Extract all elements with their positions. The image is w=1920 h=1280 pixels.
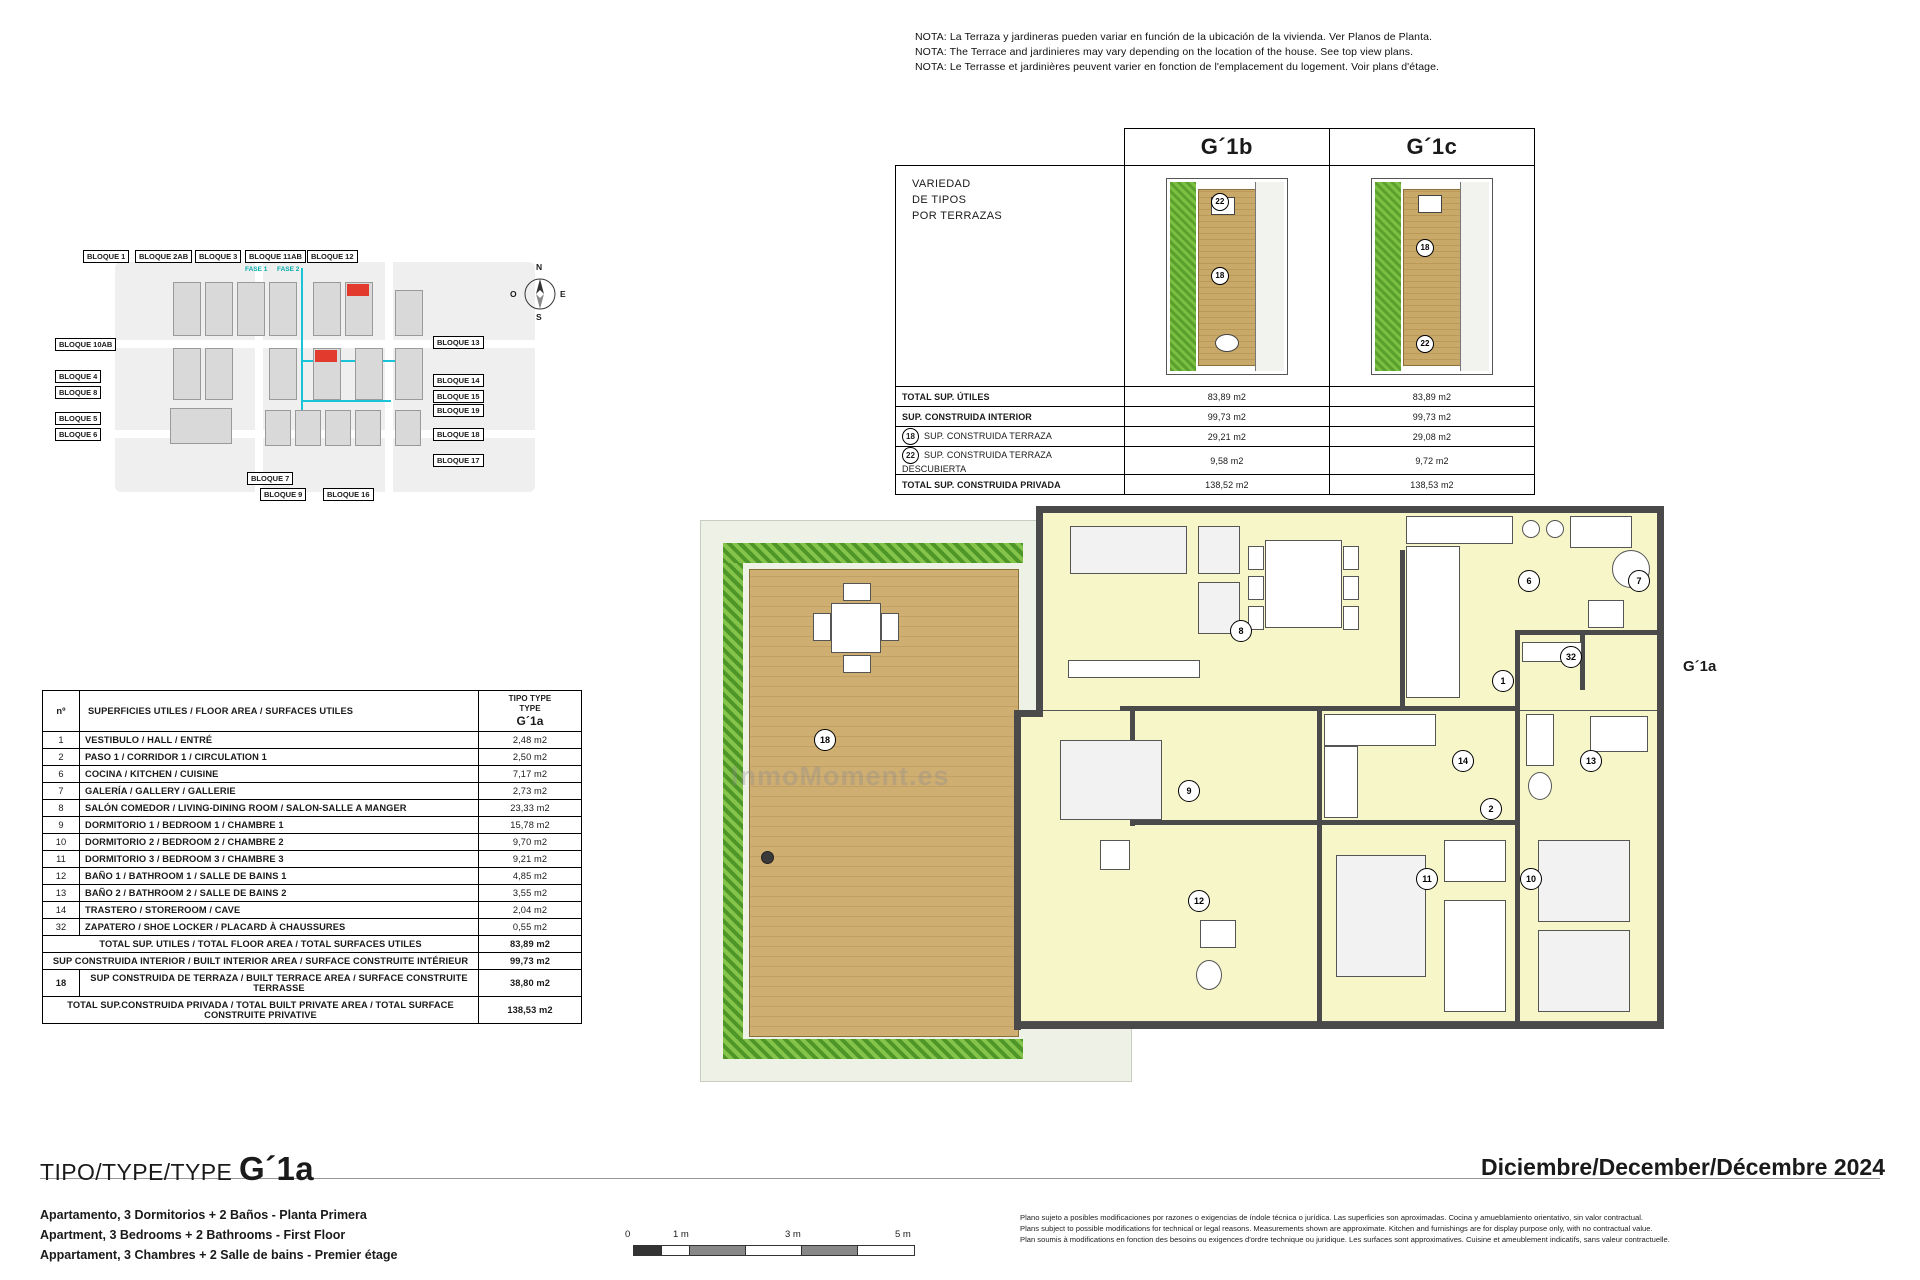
variety-row-value-c: 29,08 m2 bbox=[1329, 427, 1534, 447]
sitemap-label-bloque-8: BLOQUE 8 bbox=[55, 386, 101, 399]
mini-plan-g1c bbox=[1329, 166, 1534, 387]
row-value: 23,33 m2 bbox=[479, 800, 582, 817]
compass-e: E bbox=[560, 289, 566, 299]
row-num: 2 bbox=[43, 749, 80, 766]
mini-marker-22: 22 bbox=[1416, 335, 1434, 353]
row-value: 15,78 m2 bbox=[479, 817, 582, 834]
row-num: 9 bbox=[43, 817, 80, 834]
variety-row-value-c: 9,72 m2 bbox=[1329, 447, 1534, 475]
terrace-post bbox=[761, 851, 774, 864]
mini-garden bbox=[1170, 182, 1196, 371]
variety-row-value-b: 83,89 m2 bbox=[1124, 387, 1329, 407]
row-num: 11 bbox=[43, 851, 80, 868]
variety-row-label: SUP. CONSTRUIDA TERRAZA bbox=[924, 431, 1052, 441]
kitchen-counter bbox=[1406, 516, 1513, 544]
row-label: VESTIBULO / HALL / ENTRÉ bbox=[80, 732, 479, 749]
variety-title-3: POR TERRAZAS bbox=[912, 210, 1003, 222]
variety-row-value-c: 83,89 m2 bbox=[1329, 387, 1534, 407]
hob-burner bbox=[1546, 520, 1564, 538]
closet bbox=[1324, 746, 1358, 818]
washbasin bbox=[1200, 920, 1236, 948]
top-notes bbox=[915, 30, 1615, 75]
variety-col-c: G´1c bbox=[1329, 129, 1534, 166]
row-label: PASO 1 / CORRIDOR 1 / CIRCULATION 1 bbox=[80, 749, 479, 766]
bed-double-2 bbox=[1336, 855, 1426, 977]
terrace-chair bbox=[813, 613, 831, 641]
mini-room bbox=[1460, 182, 1489, 371]
row-value: 2,04 m2 bbox=[479, 902, 582, 919]
table-row bbox=[43, 749, 582, 766]
table-row bbox=[43, 783, 582, 800]
mini-marker-22: 22 bbox=[1211, 193, 1229, 211]
row-label: BAÑO 2 / BATHROOM 2 / SALLE DE BAINS 2 bbox=[80, 885, 479, 902]
sitemap-phase-1: FASE 1 bbox=[245, 266, 268, 273]
total-value: 38,80 m2 bbox=[479, 970, 582, 997]
table-total-row bbox=[43, 970, 582, 997]
sitemap-label-bloque-7: BLOQUE 7 bbox=[247, 472, 293, 485]
marker-8: 8 bbox=[1230, 620, 1252, 642]
legal-es: Plano sujeto a posibles modificaciones por razones o exigencias de índole técnica o jurídica. Las superficies son aproximadas. Cocina y amueblamiento orientativo, sin valor contractual. bbox=[1020, 1213, 1644, 1222]
wall-partition bbox=[1515, 820, 1520, 1022]
variety-row-value-b: 29,21 m2 bbox=[1124, 427, 1329, 447]
row-label: DORMITORIO 2 / BEDROOM 2 / CHAMBRE 2 bbox=[80, 834, 479, 851]
surfaces-header-title: SUPERFICIES UTILES / FLOOR AREA / SURFACES UTILES bbox=[80, 691, 479, 732]
row-num: 8 bbox=[43, 800, 80, 817]
compass-o: O bbox=[510, 289, 517, 299]
terrace-chair bbox=[843, 655, 871, 673]
table-row bbox=[43, 868, 582, 885]
total-label: TOTAL SUP.CONSTRUIDA PRIVADA / TOTAL BUILT PRIVATE AREA / TOTAL SURFACE CONSTRUITE PRIVATIVE bbox=[43, 997, 479, 1024]
terrace-table bbox=[831, 603, 881, 653]
row-label: GALERÍA / GALLERY / GALLERIE bbox=[80, 783, 479, 800]
row-value: 9,70 m2 bbox=[479, 834, 582, 851]
scale-tick-1: 1 m bbox=[673, 1229, 689, 1240]
sitemap-label-bloque-1: BLOQUE 1 bbox=[83, 250, 129, 263]
compass-n: N bbox=[536, 262, 543, 272]
row-num: 13 bbox=[43, 885, 80, 902]
variety-title-1: VARIEDAD bbox=[912, 178, 971, 190]
marker-18: 18 bbox=[814, 729, 836, 751]
variety-title bbox=[896, 166, 1125, 387]
mini-plan-g1b bbox=[1124, 166, 1329, 387]
marker-7: 7 bbox=[1628, 570, 1650, 592]
sitemap-label-bloque-13: BLOQUE 13 bbox=[433, 336, 484, 349]
row-value: 9,21 m2 bbox=[479, 851, 582, 868]
plan-type-tag: G´1a bbox=[1683, 658, 1717, 675]
footer-description bbox=[40, 1205, 397, 1265]
footer-type-prefix: TIPO/TYPE/TYPE bbox=[40, 1159, 233, 1185]
bed-single-1 bbox=[1538, 840, 1630, 922]
note-es: NOTA: La Terraza y jardineras pueden variar en función de la ubicación de la vivienda. Ver Planos de Planta. bbox=[915, 31, 1433, 43]
bed-double-1 bbox=[1060, 740, 1162, 820]
wall-partition bbox=[1120, 706, 1320, 711]
wall-partition bbox=[1400, 706, 1518, 711]
row-label: SALÓN COMEDOR / LIVING-DINING ROOM / SALON-SALLE A MANGER bbox=[80, 800, 479, 817]
variety-col-b: G´1b bbox=[1124, 129, 1329, 166]
table-row bbox=[43, 851, 582, 868]
variety-row-value-b: 99,73 m2 bbox=[1124, 407, 1329, 427]
footer-desc-en: Apartment, 3 Bedrooms + 2 Bathrooms - First Floor bbox=[40, 1228, 346, 1242]
nightstand bbox=[1100, 840, 1130, 870]
wall-right bbox=[1657, 506, 1664, 1029]
mini-table bbox=[1215, 334, 1239, 352]
row-label: BAÑO 1 / BATHROOM 1 / SALLE DE BAINS 1 bbox=[80, 868, 479, 885]
table-row bbox=[43, 834, 582, 851]
total-value: 99,73 m2 bbox=[479, 953, 582, 970]
sofa bbox=[1070, 526, 1187, 574]
sitemap-label-bloque-19: BLOQUE 19 bbox=[433, 404, 484, 417]
scale-tick-3: 3 m bbox=[785, 1229, 801, 1240]
sitemap-label-bloque-9: BLOQUE 9 bbox=[260, 488, 306, 501]
sitemap-label-bloque-12: BLOQUE 12 bbox=[307, 250, 358, 263]
row-num: 10 bbox=[43, 834, 80, 851]
sitemap-label-bloque-18: BLOQUE 18 bbox=[433, 428, 484, 441]
garden-strip-bottom bbox=[723, 1039, 1023, 1059]
dining-table bbox=[1265, 540, 1342, 628]
tv-unit bbox=[1068, 660, 1200, 678]
table-total-row bbox=[43, 997, 582, 1024]
marker-9: 9 bbox=[1178, 780, 1200, 802]
hob-burner bbox=[1522, 520, 1540, 538]
row-label: TRASTERO / STOREROOM / CAVE bbox=[80, 902, 479, 919]
wall-partition bbox=[1130, 820, 1520, 825]
variety-title-2: DE TIPOS bbox=[912, 194, 967, 206]
row-num: 6 bbox=[43, 766, 80, 783]
row-label: DORMITORIO 1 / BEDROOM 1 / CHAMBRE 1 bbox=[80, 817, 479, 834]
sitemap-label-bloque-17: BLOQUE 17 bbox=[433, 454, 484, 467]
wall-partition bbox=[1515, 630, 1663, 635]
marker-2: 2 bbox=[1480, 798, 1502, 820]
row-label: ZAPATERO / SHOE LOCKER / PLACARD À CHAUSSURES bbox=[80, 919, 479, 936]
footer-type-value: G´1a bbox=[239, 1150, 314, 1187]
total-label: SUP CONSTRUIDA DE TERRAZA / BUILT TERRACE AREA / SURFACE CONSTRUITE TERRASSE bbox=[80, 970, 479, 997]
table-row bbox=[43, 919, 582, 936]
main-floor-plan bbox=[700, 510, 1870, 1090]
mini-room bbox=[1255, 182, 1284, 371]
row-value: 2,50 m2 bbox=[479, 749, 582, 766]
wall-partition bbox=[1400, 550, 1405, 710]
row-num: 1 bbox=[43, 732, 80, 749]
terrace-chair bbox=[843, 583, 871, 601]
footer-date: Diciembre/December/Décembre 2024 bbox=[1480, 1154, 1885, 1180]
sitemap-label-bloque-15: BLOQUE 15 bbox=[433, 390, 484, 403]
variety-row-value-c: 99,73 m2 bbox=[1329, 407, 1534, 427]
dining-chair bbox=[1343, 576, 1359, 600]
terrace-chair bbox=[881, 613, 899, 641]
mini-furniture bbox=[1418, 195, 1442, 213]
gallery-appliance bbox=[1588, 600, 1624, 628]
toilet bbox=[1196, 960, 1222, 990]
sitemap-label-bloque-11ab: BLOQUE 11AB bbox=[245, 250, 306, 263]
marker-22: 22 bbox=[902, 447, 919, 464]
row-value: 4,85 m2 bbox=[479, 868, 582, 885]
mini-marker-18: 18 bbox=[1211, 267, 1229, 285]
surfaces-table bbox=[42, 690, 582, 1024]
scale-tick-0: 0 bbox=[625, 1229, 631, 1240]
sitemap-label-bloque-16: BLOQUE 16 bbox=[323, 488, 374, 501]
sitemap-phase-2: FASE 2 bbox=[277, 266, 300, 273]
wall-partition bbox=[1317, 706, 1322, 826]
footer-desc-fr: Appartament, 3 Chambres + 2 Salle de bains - Premier étage bbox=[40, 1248, 398, 1262]
mini-garden bbox=[1375, 182, 1401, 371]
sitemap-label-bloque-2ab: BLOQUE 2AB bbox=[135, 250, 192, 263]
scale-tick-5: 5 m bbox=[895, 1229, 911, 1240]
total-label: SUP CONSTRUIDA INTERIOR / BUILT INTERIOR AREA / SURFACE CONSTRUITE INTÉRIEUR bbox=[43, 953, 479, 970]
footer bbox=[0, 1130, 1920, 1280]
bathtub bbox=[1590, 716, 1648, 752]
row-label: COCINA / KITCHEN / CUISINE bbox=[80, 766, 479, 783]
wall-left-lower bbox=[1014, 710, 1021, 1030]
wall-bottom bbox=[1014, 1022, 1664, 1029]
sink bbox=[1570, 516, 1632, 548]
variety-row-value-b: 138,52 m2 bbox=[1124, 475, 1329, 495]
compass-icon bbox=[510, 262, 570, 322]
marker-14: 14 bbox=[1452, 750, 1474, 772]
table-row bbox=[43, 800, 582, 817]
variety-table bbox=[895, 128, 1535, 495]
garden-strip-top bbox=[723, 543, 1023, 563]
dining-chair bbox=[1248, 546, 1264, 570]
kitchen-island bbox=[1406, 546, 1460, 698]
variety-row-label: TOTAL SUP. ÚTILES bbox=[896, 387, 1125, 407]
sitemap-label-bloque-5: BLOQUE 5 bbox=[55, 412, 101, 425]
row-value: 2,48 m2 bbox=[479, 732, 582, 749]
row-label: DORMITORIO 3 / BEDROOM 3 / CHAMBRE 3 bbox=[80, 851, 479, 868]
scale-bar bbox=[625, 1229, 935, 1257]
row-value: 0,55 m2 bbox=[479, 919, 582, 936]
toilet bbox=[1528, 772, 1552, 800]
compass-s: S bbox=[536, 312, 542, 322]
marker-1: 1 bbox=[1492, 670, 1514, 692]
row-num: 14 bbox=[43, 902, 80, 919]
marker-6: 6 bbox=[1518, 570, 1540, 592]
site-map bbox=[55, 240, 575, 510]
marker-10: 10 bbox=[1520, 868, 1542, 890]
closet bbox=[1324, 714, 1436, 746]
surfaces-header-type: TIPO TYPE TYPE G´1a bbox=[479, 691, 582, 732]
table-row bbox=[43, 885, 582, 902]
table-row bbox=[43, 817, 582, 834]
row-value: 7,17 m2 bbox=[479, 766, 582, 783]
watermark: InmoMoment.es bbox=[731, 761, 950, 791]
table-row bbox=[43, 732, 582, 749]
sitemap-label-bloque-3: BLOQUE 3 bbox=[195, 250, 241, 263]
variety-row-value-c: 138,53 m2 bbox=[1329, 475, 1534, 495]
bed-single-2 bbox=[1538, 930, 1630, 1012]
footer-desc-es: Apartamento, 3 Dormitorios + 2 Baños - Planta Primera bbox=[40, 1208, 367, 1222]
marker-11: 11 bbox=[1416, 868, 1438, 890]
wall-left-upper bbox=[1036, 506, 1043, 716]
shower bbox=[1526, 714, 1554, 766]
note-fr: NOTA: Le Terrasse et jardinières peuvent varier en fonction de l'emplacement du logement. Voir plans d'étage. bbox=[915, 61, 1440, 73]
dining-chair bbox=[1343, 606, 1359, 630]
note-en: NOTA: The Terrace and jardinieres may vary depending on the location of the house. See top view plans. bbox=[915, 46, 1414, 58]
surfaces-header-num: nº bbox=[43, 691, 80, 732]
footer-type bbox=[40, 1150, 314, 1188]
variety-row-label: SUP. CONSTRUIDA TERRAZA DESCUBIERTA bbox=[902, 450, 1052, 474]
variety-row-value-b: 9,58 m2 bbox=[1124, 447, 1329, 475]
total-value: 83,89 m2 bbox=[479, 936, 582, 953]
table-total-row bbox=[43, 953, 582, 970]
table-total-row bbox=[43, 936, 582, 953]
sitemap-label-bloque-14: BLOQUE 14 bbox=[433, 374, 484, 387]
marker-13: 13 bbox=[1580, 750, 1602, 772]
wall-top bbox=[1036, 506, 1664, 513]
table-row bbox=[43, 766, 582, 783]
total-num: 18 bbox=[43, 970, 80, 997]
dining-chair bbox=[1343, 546, 1359, 570]
row-num: 32 bbox=[43, 919, 80, 936]
sitemap-label-bloque-10ab: BLOQUE 10AB bbox=[55, 338, 116, 351]
legal-fr: Plan soumis à modifications en fonction des besoins ou exigences d'ordre technique ou juridique. Les surfaces sont approximatives. Cuisine et ameublement indicatifs, sans valeur contractuelle. bbox=[1020, 1235, 1670, 1244]
wardrobe bbox=[1444, 840, 1506, 882]
marker-12: 12 bbox=[1188, 890, 1210, 912]
mini-marker-18: 18 bbox=[1416, 239, 1434, 257]
sitemap-label-bloque-4: BLOQUE 4 bbox=[55, 370, 101, 383]
garden-strip-left bbox=[723, 543, 743, 1059]
total-value: 138,53 m2 bbox=[479, 997, 582, 1024]
armchair bbox=[1198, 526, 1240, 574]
wall-partition bbox=[1317, 820, 1322, 1022]
variety-row-label: TOTAL SUP. CONSTRUIDA PRIVADA bbox=[896, 475, 1125, 495]
variety-row-label: SUP. CONSTRUIDA INTERIOR bbox=[896, 407, 1125, 427]
table-row bbox=[43, 902, 582, 919]
footer-legal bbox=[1020, 1212, 1890, 1245]
wardrobe bbox=[1444, 900, 1506, 1012]
legal-en: Plans subject to possible modifications for technical or legal reasons. Measurements shown are approximate. Kitchen and furnishings are for display purpose only, with no contractual value. bbox=[1020, 1224, 1653, 1233]
dining-chair bbox=[1248, 576, 1264, 600]
row-num: 7 bbox=[43, 783, 80, 800]
row-num: 12 bbox=[43, 868, 80, 885]
row-value: 2,73 m2 bbox=[479, 783, 582, 800]
sitemap-label-bloque-6: BLOQUE 6 bbox=[55, 428, 101, 441]
total-label: TOTAL SUP. UTILES / TOTAL FLOOR AREA / TOTAL SURFACES UTILES bbox=[43, 936, 479, 953]
surfaces-header-type-value: G´1a bbox=[516, 714, 544, 728]
marker-18: 18 bbox=[902, 428, 919, 445]
marker-32: 32 bbox=[1560, 646, 1582, 668]
row-value: 3,55 m2 bbox=[479, 885, 582, 902]
